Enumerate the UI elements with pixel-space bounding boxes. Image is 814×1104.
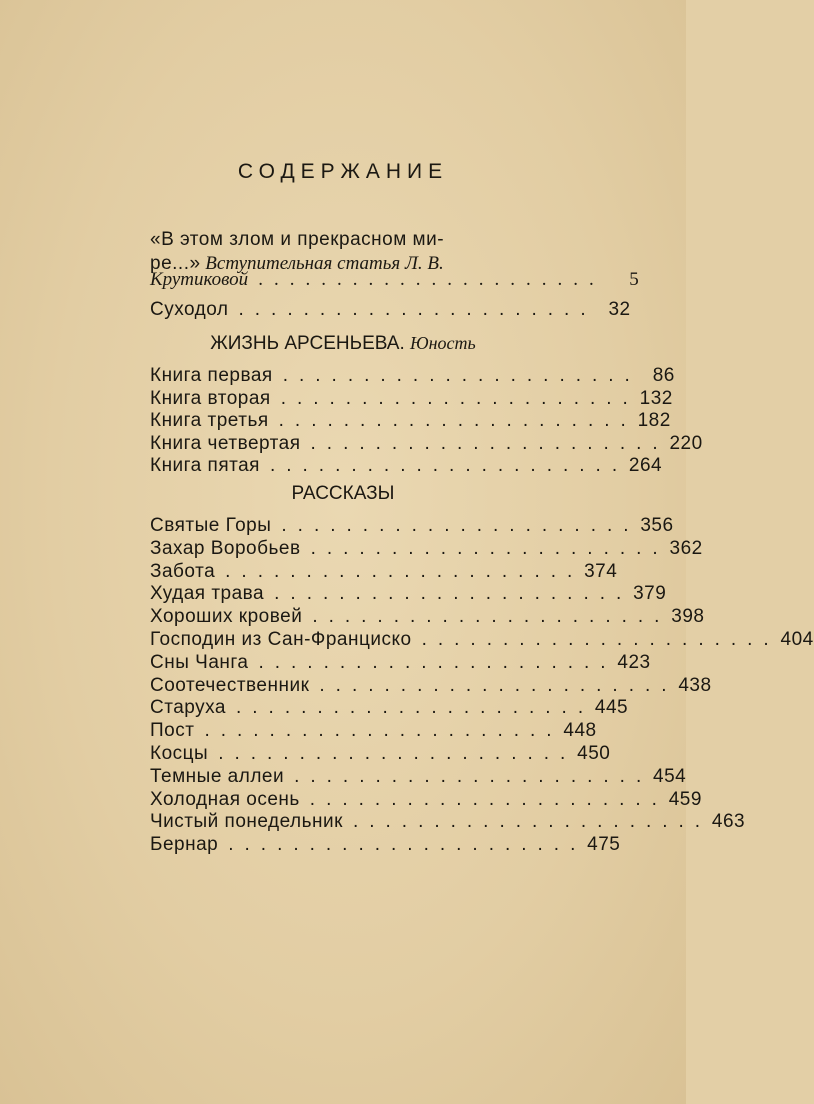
page-number: 445 [594, 697, 629, 719]
entry-title: Чистый понедельник [150, 811, 343, 833]
entry-title: Бернар [150, 834, 219, 856]
entry-title: Сны Чанга [150, 651, 249, 673]
toc-entry [150, 719, 597, 742]
entry-title: Худая трава [150, 583, 265, 605]
page-number: 374 [584, 560, 618, 582]
dot-leader: ...................... [258, 269, 605, 290]
page-number: 398 [671, 606, 705, 628]
toc-entry-intro [150, 268, 639, 291]
dot-leader: ...................... [310, 432, 669, 454]
dot-leader: ...................... [204, 720, 563, 742]
entry-title: Старуха [150, 697, 226, 719]
toc-entry [150, 560, 618, 583]
toc-entry [150, 765, 687, 788]
page-number: 379 [633, 583, 667, 605]
dot-leader: ...................... [421, 629, 780, 650]
dot-leader: ...................... [312, 606, 671, 628]
toc-entry [150, 387, 673, 410]
toc-entry [150, 409, 671, 432]
intro-description: Вступительная статья Л. В. [205, 253, 444, 274]
page-number: 463 [711, 811, 746, 833]
section-title: РАССКАЗЫ [291, 483, 395, 504]
dot-leader: ...................... [319, 674, 678, 696]
dot-leader: ...................... [269, 455, 629, 476]
dot-leader: ...................... [274, 583, 633, 605]
entry-title: Суходол [150, 299, 229, 320]
section-heading-stories [0, 483, 686, 505]
page-number: 86 [652, 365, 675, 386]
dot-leader: ...................... [235, 697, 595, 719]
toc-entry [150, 833, 621, 856]
dot-leader: ...................... [258, 651, 617, 673]
toc-entry [150, 432, 703, 455]
dot-leader: ...................... [218, 743, 577, 764]
section-subtitle: Юность [410, 333, 476, 353]
entry-title: Темные аллеи [150, 765, 285, 787]
toc-entry-sukhodol [150, 298, 631, 321]
entry-title: Соотечественник [150, 674, 310, 696]
intro-author: Крутиковой [150, 269, 249, 290]
intro-title-part-2: ре...» [150, 253, 201, 274]
toc-entry [150, 810, 746, 833]
toc-entry [150, 742, 611, 765]
entry-title: Косцы [150, 743, 209, 764]
page-number: 220 [669, 432, 703, 454]
entry-title: Книга третья [150, 410, 269, 431]
dot-leader: ...................... [280, 387, 639, 409]
section-heading-arsenyev [0, 333, 686, 355]
toc-entry [150, 605, 705, 628]
page-number: 475 [587, 834, 621, 856]
page-number: 454 [653, 765, 687, 787]
page-number: 32 [608, 299, 631, 320]
page-number: 356 [640, 515, 674, 536]
page-number: 264 [628, 455, 663, 476]
dot-leader: ...................... [225, 560, 584, 582]
entry-title: Книга первая [150, 365, 273, 386]
entry-title: Пост [150, 720, 195, 742]
page-number: 132 [639, 387, 673, 409]
dot-leader: ...................... [278, 410, 637, 431]
entry-title: Захар Воробьев [150, 537, 301, 559]
page-number: 182 [637, 410, 671, 431]
dot-leader: ...................... [282, 365, 641, 386]
entry-title: Господин из Сан-Франциско [150, 629, 412, 650]
toc-entry [150, 537, 703, 560]
page-number: 448 [563, 720, 597, 742]
intro-title-part-1: «В этом злом и прекрасном ми- [150, 229, 445, 250]
entry-title: Забота [150, 560, 216, 582]
page-number: 423 [617, 651, 651, 673]
toc-entry [150, 454, 663, 477]
page-number: 404 [780, 629, 814, 650]
dot-leader: ...................... [352, 811, 712, 833]
page-number: 362 [669, 537, 703, 559]
entry-title: Книга четвертая [150, 432, 301, 454]
toc-entry [150, 514, 674, 537]
toc-entry [150, 582, 667, 605]
dot-leader: ...................... [228, 834, 587, 856]
dot-leader: ...................... [281, 515, 640, 536]
dot-leader: ...................... [294, 765, 653, 787]
entry-title: Холодная осень [150, 788, 300, 810]
entry-title: Святые Горы [150, 515, 272, 536]
intro-line-1 [150, 228, 484, 252]
page-number: 459 [668, 788, 702, 810]
entry-title: Книга вторая [150, 387, 271, 409]
page-number: 438 [678, 674, 712, 696]
dot-leader: ...................... [310, 537, 669, 559]
page-number: 450 [577, 743, 611, 764]
entry-title: Хороших кровей [150, 606, 303, 628]
page-number: 5 [629, 269, 639, 290]
page-title: СОДЕРЖАНИЕ [237, 160, 449, 183]
toc-entry [150, 651, 651, 674]
section-title: ЖИЗНЬ АРСЕНЬЕВА. [210, 333, 405, 354]
toc-entry [150, 364, 675, 387]
toc-entry [150, 674, 712, 697]
dot-leader: ...................... [238, 299, 597, 320]
toc-entry [150, 788, 702, 811]
toc-entry [150, 696, 629, 719]
entry-title: Книга пятая [150, 455, 260, 476]
toc-entry [150, 628, 814, 651]
dot-leader: ...................... [309, 788, 668, 810]
